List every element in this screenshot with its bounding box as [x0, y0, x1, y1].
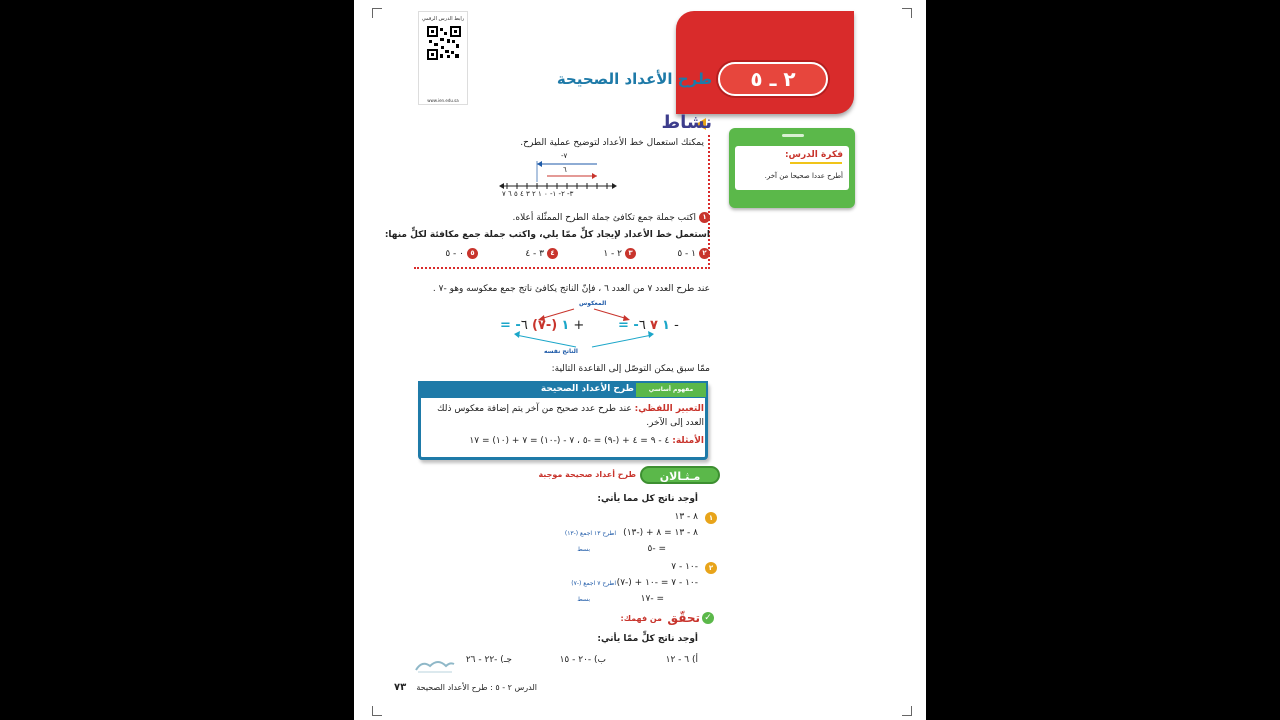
ex2-note2: اطرح ٧ اجمع (-٧) [571, 580, 616, 587]
question-badge: ٢ [699, 248, 710, 259]
verbal-label: التعبير اللفظي: [634, 404, 704, 414]
inverse-label-top: المعكوس [579, 300, 607, 307]
ex1-line2: ٨ - ١٣ = ٨ + (-١٣) [623, 528, 698, 538]
crop-mark [902, 8, 912, 18]
idea-title: فكرة الدرس: [784, 150, 843, 160]
activity-item-3 [603, 248, 636, 259]
qr-card[interactable] [418, 11, 468, 105]
check-prompt: أوجد ناتج كلٍّ ممّا يأتي: [597, 634, 698, 644]
activity-instruction: استعمل خط الأعداد لإيجاد كلٍّ ممّا يلي، واكتب جملة جمع مكافئة لكلٍّ منها: [384, 230, 710, 240]
activity-expr: ٢ - ١ [603, 249, 622, 259]
check-mark-icon: ✓ [702, 612, 714, 624]
check-item-b: ب) -٢٠ - ١٥ [559, 655, 606, 665]
ex2-line1: -١٠ - ٧ [671, 562, 698, 572]
crop-mark [902, 706, 912, 716]
inverse-label-bottom: الناتج نفسه [544, 348, 578, 355]
key-concept-examples [469, 436, 704, 446]
crop-mark [372, 8, 382, 18]
eq-start: ٦ - [638, 318, 679, 333]
eq-result: = -١ [618, 318, 670, 333]
activity-item-2 [677, 248, 710, 259]
example-1-badge: ١ [705, 512, 717, 524]
key-concept-verbal-2: العدد إلى الآخر. [646, 418, 704, 428]
idea-card-handle [782, 134, 804, 137]
inverse-eq-right [618, 318, 679, 333]
ex1-line1: ٨ - ١٣ [674, 512, 698, 522]
examples-pill: مـثـالان [640, 466, 720, 484]
check-title: تحقّق [667, 611, 700, 625]
activity-item-4 [525, 248, 558, 259]
question-badge: ١ [699, 212, 710, 223]
activity-q1-text: اكتب جملة جمع تكافئ جملة الطرح الممثّلة أعلاه. [512, 213, 696, 223]
activity-expr: ٠ - ٥ [445, 249, 464, 259]
number-line-bottom-label: ٦ [563, 166, 567, 174]
qr-label: رابط الدرس الرقمي [421, 16, 465, 22]
eq-inverse: (-٧) [531, 318, 558, 333]
example-2-badge: ٢ [705, 562, 717, 574]
qr-code-icon [427, 26, 461, 60]
ministry-logo-icon [412, 656, 456, 674]
qr-url: www.ien.edu.sa [427, 98, 459, 103]
check-item-a: أ) ٦ - ١٢ [665, 655, 698, 665]
activity-intro: يمكنك استعمال خط الأعداد لتوضيح عملية الطرح. [520, 138, 704, 148]
examples-label: الأمثلة: [672, 436, 704, 446]
activity-item-5 [445, 248, 478, 259]
eq-start: ٦ + [520, 318, 585, 333]
rule-intro: ممّا سبق يمكن التوصّل إلى القاعدة التالية: [551, 364, 710, 374]
number-line-top-label: ٧- [561, 152, 568, 160]
eq-subtrahend: ٧ [649, 318, 658, 333]
key-concept-verbal [437, 404, 704, 414]
lesson-title: طرح الأعداد الصحيحة [556, 70, 712, 88]
verbal-text: عند طرح عدد صحيح من آخر يتم إضافة معكوس ذلك [437, 404, 632, 414]
question-badge: ٥ [467, 248, 478, 259]
number-line-ticks: ٣- ٢- ١- ٠ ١ ٢ ٣ ٤ ٥ ٦ ٧ [502, 190, 574, 198]
activity-expr: ١ - ٥ [677, 249, 696, 259]
ex1-line3: = -٥ [647, 544, 666, 554]
activity-expr: ٣ - ٤ [525, 249, 544, 259]
examples-subtitle: طرح أعداد صحيحة موجبة [538, 470, 636, 479]
ex1-note3: بسط [577, 546, 590, 553]
ex2-line3: = -١٧ [640, 594, 664, 604]
page-footer [394, 682, 594, 693]
question-badge: ٤ [547, 248, 558, 259]
question-badge: ٣ [625, 248, 636, 259]
examples-text: ٤ - ٩ = ٤ + (-٩) = -٥ ، ٧ - (-١٠) = ٧ + (١٠) = ١٧ [469, 436, 670, 446]
activity-title: نشاط [661, 112, 712, 133]
idea-text: أطرح عددا صحيحا من آخر. [764, 172, 843, 180]
key-concept-title: طرح الأعداد الصحيحة [540, 384, 634, 394]
activity-q1 [513, 212, 710, 223]
lesson-number: ٢ ـ ٥ [718, 62, 828, 96]
ex2-line2: -١٠ - ٧ = -١٠ + (-٧) [616, 578, 698, 588]
idea-title-underline [790, 162, 842, 164]
page-number: ٧٣ [394, 682, 407, 693]
inverse-intro: عند طرح العدد ٧ من العدد ٦ ، فإنّ الناتج يكافئ ناتج جمع معكوسه وهو -٧ . [432, 284, 710, 294]
examples-prompt: أوجد ناتج كل مما يأتي: [597, 494, 698, 504]
inverse-eq-left [500, 318, 584, 333]
eq-result: = -١ [500, 318, 570, 333]
textbook-page [354, 0, 926, 720]
ex2-note3: بسط [577, 596, 590, 603]
footer-lesson-ref: الدرس ٢ - ٥ : طرح الأعداد الصحيحة [416, 683, 537, 692]
check-subtitle: من فهمك: [620, 614, 662, 623]
ex1-note2: اطرح ١٣ اجمع (-١٣) [564, 530, 616, 537]
crop-mark [372, 706, 382, 716]
check-item-c: جـ) -٢٢ - ٢٦ [465, 655, 512, 665]
key-concept-tag: مفهوم أساسي [636, 383, 706, 397]
